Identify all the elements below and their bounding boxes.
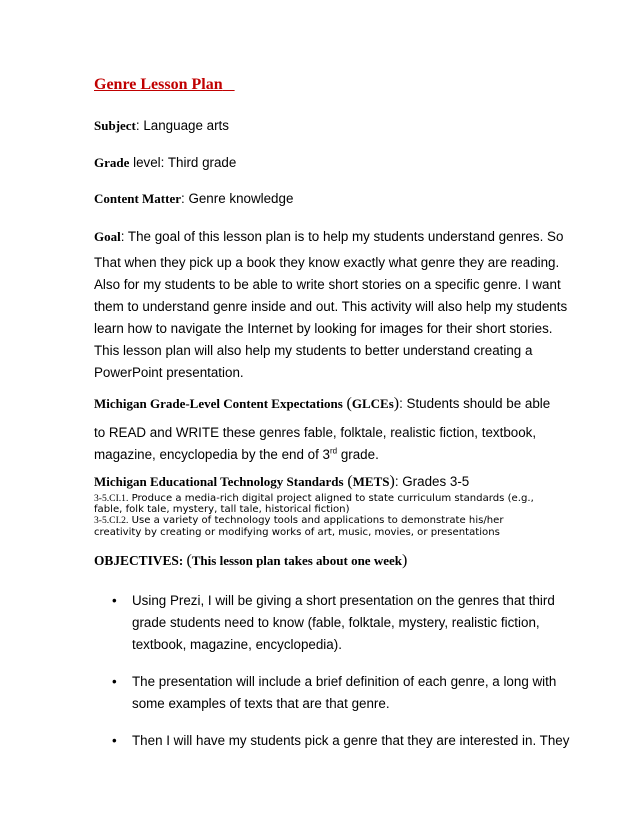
standard-text: Produce a media-rich digital project aligned to state curriculum standards (e.g., fable, folk tale, mystery, tall tale, historical fiction) (94, 493, 534, 516)
grade-line (94, 155, 236, 171)
mets-label: Michigan Educational Technology Standards (94, 474, 344, 489)
content-matter-line (94, 191, 293, 207)
glce-line: Michigan Grade-Level Content Expectations (GLCEs): Students should be able (94, 395, 551, 412)
subject-value: : Language arts (135, 118, 229, 133)
mets-standards (94, 493, 554, 538)
goal-text-line: PowerPoint presentation. (94, 365, 244, 380)
goal-paragraph (94, 252, 568, 384)
objectives-heading: OBJECTIVES: (This lesson plan takes about one week) (94, 552, 408, 569)
goal-first-line: : The goal of this lesson plan is to help my students understand genres. So (120, 229, 564, 244)
glce-label: Michigan Grade-Level Content Expectations (94, 396, 343, 411)
list-item: • The presentation will include a brief definition of each genre, a long with some examples of texts that are that genre. (112, 671, 552, 715)
bullet-icon: • (112, 593, 117, 608)
objectives-note: This lesson plan takes about one week (191, 553, 402, 568)
goal-text-line: That when they pick up a book they know exactly what genre they are reading. (94, 255, 560, 270)
content-matter-label: Content Matter (94, 191, 181, 206)
standard-text: Use a variety of technology tools and applications to demonstrate his/her creativity by creating or modifying works of art, music, movies, or presentations (94, 515, 504, 538)
objectives-list (112, 590, 570, 767)
mets-abbr: METS (352, 474, 390, 489)
mets-line: Michigan Educational Technology Standards (METS): Grades 3-5 (94, 473, 470, 490)
glce-line-3: magazine, encyclopedia by the end of 3rd grade. (94, 446, 379, 462)
content-matter-value: : Genre knowledge (181, 191, 294, 206)
goal-text-line: learn how to navigate the Internet by looking for images for their short stories. (94, 321, 553, 336)
subject-line (94, 118, 229, 134)
glce-abbr: GLCEs (351, 396, 394, 411)
bullet-icon: • (112, 733, 117, 748)
goal-line (94, 229, 563, 245)
subject-label: Subject (94, 118, 136, 133)
standard-code: 3-5.CI.2. (94, 515, 129, 527)
goal-text-line: Also for my students to be able to write short stories on a specific genre. I want (94, 277, 561, 292)
grade-value: level: Third grade (129, 155, 237, 170)
goal-label: Goal (94, 229, 121, 244)
glce-line-2: to READ and WRITE these genres fable, folktale, realistic fiction, textbook, (94, 425, 537, 440)
bullet-icon: • (112, 674, 117, 689)
goal-text-line: This lesson plan will also help my students to better understand creating a (94, 343, 533, 358)
ordinal-superscript: rd (329, 446, 338, 456)
glce-value: : Students should be able (399, 396, 551, 411)
standard-code: 3-5.CI.1. (94, 493, 129, 504)
mets-value: : Grades 3-5 (394, 474, 470, 489)
list-item: • Using Prezi, I will be giving a short presentation on the genres that third grade students need to know (fable, folktale, mystery, realistic fiction, textbook, magazine, encyclopedia). (112, 590, 552, 656)
standard-item (94, 493, 554, 515)
list-item: • Then I will have my students pick a genre that they are interested in. They (112, 730, 552, 752)
standard-item (94, 515, 554, 537)
goal-text-line: them to understand genre inside and out. This activity will also help my students (94, 299, 568, 314)
objectives-label: OBJECTIVES (94, 553, 179, 568)
document-title: Genre Lesson Plan (94, 76, 223, 93)
grade-label: Grade (94, 155, 130, 170)
